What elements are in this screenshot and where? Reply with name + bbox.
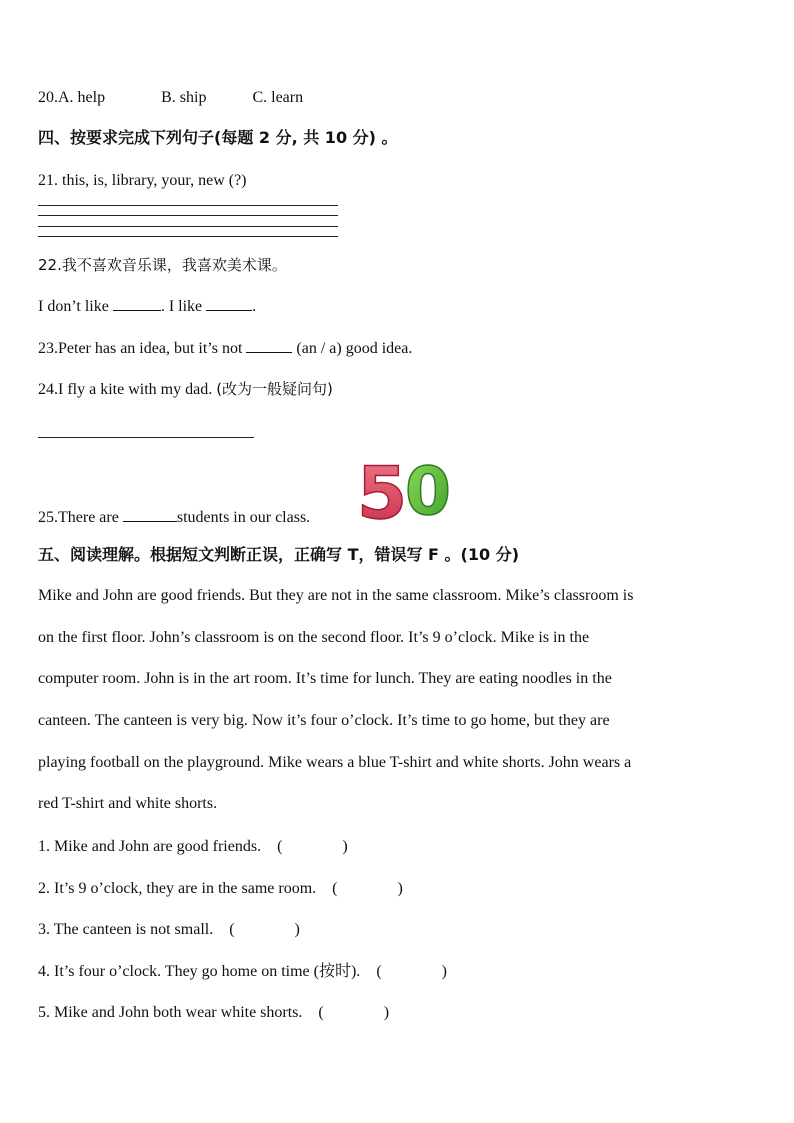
q22-blank-2[interactable] [206, 296, 252, 311]
statement-3-open: ( [229, 921, 235, 938]
section-4-title: 四、按要求完成下列句子(每题 2 分, 共 10 分) 。 [38, 128, 398, 147]
digit-zero: 0 [405, 454, 451, 524]
answer-line-4 [38, 236, 338, 237]
q24-answer-line [38, 437, 254, 438]
passage-line-6: red T-shirt and white shorts. [38, 795, 218, 812]
q20-number: 20. [38, 89, 58, 106]
answer-line-3 [38, 226, 338, 227]
statement-5-close: ) [383, 1004, 390, 1021]
passage-line-2: on the first floor. John’s classroom is on the second floor. It’s 9 o’clock. Mike is in the [38, 629, 590, 646]
q25-part-a: 25.There are [38, 509, 119, 526]
q22-part-c: . [252, 298, 257, 315]
statement-4-close: ) [441, 963, 447, 980]
statement-3 [38, 920, 300, 940]
statement-5-text: 5. Mike and John both wear white shorts. [38, 1004, 303, 1021]
statement-5-open: ( [318, 1004, 324, 1021]
statement-4-open: ( [376, 963, 382, 980]
digit-five: 5 [357, 454, 408, 524]
question-21: 21. this, is, library, your, new (?) [38, 172, 247, 189]
question-22-chinese: 22.我不喜欢音乐课，我喜欢美术课。 [38, 256, 287, 274]
statement-2-open: ( [332, 880, 338, 897]
statement-5 [38, 1003, 389, 1023]
passage-line-3: computer room. John is in the art room. It’s time for lunch. They are eating noodles in the [38, 670, 612, 687]
statement-1-close: ) [342, 838, 348, 855]
question-24 [38, 379, 333, 400]
statement-4-text: 4. It’s four o’clock. They go home on time (按时). [38, 963, 361, 980]
passage-line-4: canteen. The canteen is very big. Now it’s four o’clock. It’s time to go home, but they are [38, 712, 610, 729]
question-22-english [38, 296, 256, 317]
statement-4 [38, 962, 447, 982]
passage-line-5: playing football on the playground. Mike wears a blue T-shirt and white shorts. John wears a [38, 754, 632, 771]
answer-line-2 [38, 215, 338, 216]
statement-2-close: ) [397, 880, 403, 897]
statement-2-text: 2. It’s 9 o’clock, they are in the same room. [38, 880, 317, 897]
section-5-title: 五、阅读理解。根据短文判断正误，正确写 T，错误写 F 。(10 分) [38, 545, 520, 564]
q22-blank-1[interactable] [113, 296, 161, 311]
statement-3-text: 3. The canteen is not small. [38, 921, 214, 938]
question-25 [38, 507, 310, 528]
number-50-image [355, 454, 455, 524]
q25-part-b: students in our class. [176, 509, 311, 526]
statement-1-open: ( [277, 838, 283, 855]
q25-blank[interactable] [123, 507, 177, 522]
question-23 [38, 338, 412, 359]
statement-1-text: 1. Mike and John are good friends. [38, 838, 262, 855]
q22-part-b: . I like [160, 298, 203, 315]
q20-option-c: C. learn [252, 89, 304, 106]
q22-part-a: I don’t like [38, 298, 109, 315]
statement-2 [38, 879, 403, 899]
q20-option-a: A. help [58, 89, 106, 106]
answer-line-1 [38, 205, 338, 206]
q24-hint: (改为一般疑问句) [216, 380, 333, 398]
q24-sentence: 24.I fly a kite with my dad. [38, 381, 213, 398]
statement-1 [38, 837, 348, 857]
statement-3-close: ) [294, 921, 300, 938]
q23-blank[interactable] [246, 338, 292, 353]
q20-option-b: B. ship [161, 89, 207, 106]
q23-part-b: (an / a) good idea. [296, 340, 413, 357]
passage-line-1: Mike and John are good friends. But they are not in the same classroom. Mike’s classroom is [38, 587, 634, 604]
q23-part-a: 23.Peter has an idea, but it’s not [38, 340, 243, 357]
question-20 [38, 88, 303, 108]
